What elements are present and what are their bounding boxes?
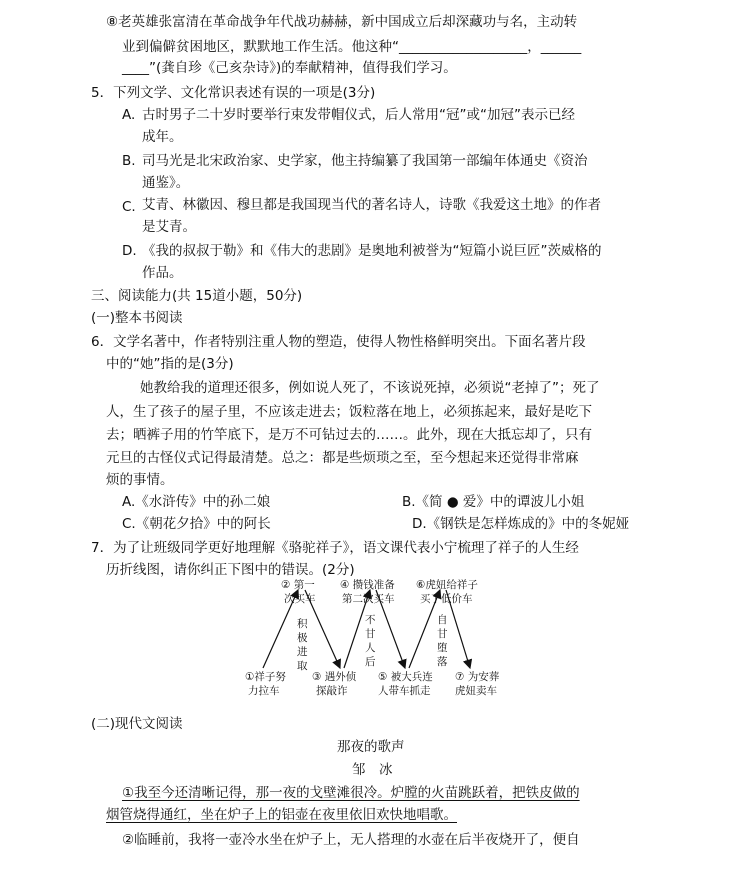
q7-stem-line1: 7．为了让班级同学更好地理解《骆驼祥子》，语文课代表小宁梳理了祥子的人生经 [91, 540, 579, 556]
q4-item8-line3: ____”(龚自珍《己亥杂诗》)的奉献精神，值得我们学习。 [122, 60, 457, 76]
diagram-top-label-2b: 次买车 [284, 593, 316, 605]
diagram-top-label-6b: 买了低价车 [420, 593, 473, 605]
essay-p1-line2: 烟管烧得通红，坐在炉子上的铝壶在夜里依旧欢快地唱歌。 [106, 807, 457, 823]
diagram-between-1-char1: 积 [297, 618, 308, 630]
diagram-bottom-label-1a: ①祥子努 [245, 671, 286, 683]
diagram-between-2-char1: 不 [365, 614, 376, 626]
diagram-bottom-label-7b: 虎妞卖车 [455, 685, 497, 697]
q6-passage-line5: 烦的事情。 [106, 472, 174, 488]
q5-option-a-line1: 古时男子二十岁时要举行束发带帽仪式，后人常用“冠”或“加冠”表示已经 [142, 107, 575, 123]
q5-option-b-letter: B. [122, 153, 136, 169]
diagram-between-3-char3: 堕 [437, 642, 448, 654]
diagram-between-2-char2: 甘 [365, 628, 376, 640]
q7-stem-line2: 历折线图，请你纠正下图中的错误。(2分) [106, 562, 355, 578]
q5-stem: 5．下列文学、文化常识表述有误的一项是(3分) [91, 85, 376, 101]
q5-option-a-letter: A. [122, 107, 136, 123]
diagram-bottom-label-7a: ⑦ 为安葬 [455, 671, 500, 683]
diagram-bottom-label-5b: 人带车抓走 [378, 685, 431, 697]
q4-item8-line2: 业到偏僻贫困地区，默默地工作生活。他这种“___________________，______ [122, 39, 582, 55]
part2-heading: (二)现代文阅读 [91, 716, 183, 732]
diagram-top-label-4a: ④ 攒钱准备 [340, 579, 395, 591]
diagram-between-1-char2: 极 [297, 632, 308, 644]
q5-option-a-line2: 成年。 [142, 129, 183, 145]
q5-option-d-line1: 《我的叔叔于勒》和《伟大的悲剧》是奥地利被誉为“短篇小说巨匠”茨威格的 [142, 243, 602, 259]
diagram-bottom-label-3b: 探敲诈 [316, 685, 348, 697]
diagram-top-label-2a: ② 第一 [281, 579, 315, 591]
q6-option-c: C.《朝花夕拾》中的阿长 [122, 516, 271, 532]
q6-passage-line4: 元旦的古怪仪式记得最清楚。总之：都是些烦琐之至，至今想起来还觉得非常麻 [106, 450, 579, 466]
q5-option-d-letter: D. [122, 243, 137, 259]
diagram-top-label-6a: ⑥虎妞给祥子 [416, 579, 478, 591]
diagram-bottom-label-3a: ③ 遇外侦 [312, 671, 357, 683]
q6-passage-line3: 去；晒裤子用的竹竿底下，是万不可钻过去的……。此外，现在大抵忘却了，只有 [106, 427, 592, 443]
q5-option-d-line2: 作品。 [142, 265, 183, 281]
q5-option-c-line2: 是艾青。 [142, 219, 196, 235]
q6-stem-line2: 中的“她”指的是(3分) [106, 356, 234, 372]
essay-author: 邹 冰 [352, 762, 393, 778]
q5-option-b-line2: 通鉴》。 [142, 175, 190, 191]
q6-passage-line1: 她教给我的道理还很多，例如说人死了，不该说死掉，必须说“老掉了”；死了 [140, 380, 600, 396]
diagram-between-1-char3: 进 [297, 646, 308, 658]
diagram-bottom-label-5a: ⑤ 被大兵连 [378, 671, 433, 683]
q6-option-a: A.《水浒传》中的孙二娘 [122, 494, 271, 510]
q4-item8-line1: ⑧老英雄张富清在革命战争年代战功赫赫，新中国成立后却深藏功与名，主动转 [106, 14, 578, 30]
diagram-between-2-char3: 人 [365, 642, 376, 654]
q5-option-c-letter: C. [122, 199, 136, 215]
diagram-between-3-char1: 自 [437, 614, 448, 626]
diagram-top-label-4b: 第二次买车 [342, 593, 395, 605]
essay-p2-line1: ②临睡前，我将一壶冷水坐在炉子上，无人搭理的水壶在后半夜烧开了，便自 [122, 832, 580, 848]
q6-stem-line1: 6．文学名著中，作者特别注重人物的塑造，使得人物性格鲜明突出。下面名著片段 [91, 334, 586, 350]
section3-heading: 三、阅读能力(共 15道小题，50分) [91, 288, 303, 304]
essay-title: 那夜的歌声 [337, 739, 405, 755]
q5-option-c-line1: 艾青、林徽因、穆旦都是我国现当代的著名诗人，诗歌《我爱这土地》的作者 [142, 197, 601, 213]
q6-option-d: D.《钢铁是怎样炼成的》中的冬妮娅 [412, 516, 630, 532]
section3-part1-heading: (一)整本书阅读 [91, 310, 183, 326]
q6-option-b: B.《简 ● 爱》中的谭波儿小姐 [402, 494, 585, 510]
diagram-between-3-char4: 落 [437, 656, 448, 668]
diagram-between-3-char2: 甘 [437, 628, 448, 640]
q5-option-b-line1: 司马光是北宋政治家、史学家，他主持编纂了我国第一部编年体通史《资治 [142, 153, 588, 169]
diagram-between-2-char4: 后 [365, 656, 376, 668]
diagram-between-1-char4: 取 [297, 660, 308, 672]
essay-p1-line1: ①我至今还清晰记得，那一夜的戈壁滩很冷。炉膛的火苗跳跃着，把铁皮做的 [122, 785, 580, 801]
q6-passage-line2: 人，生了孩子的屋子里，不应该走进去；饭粒落在地上，必须拣起来，最好是吃下 [106, 404, 592, 420]
diagram-bottom-label-1b: 力拉车 [248, 685, 280, 697]
